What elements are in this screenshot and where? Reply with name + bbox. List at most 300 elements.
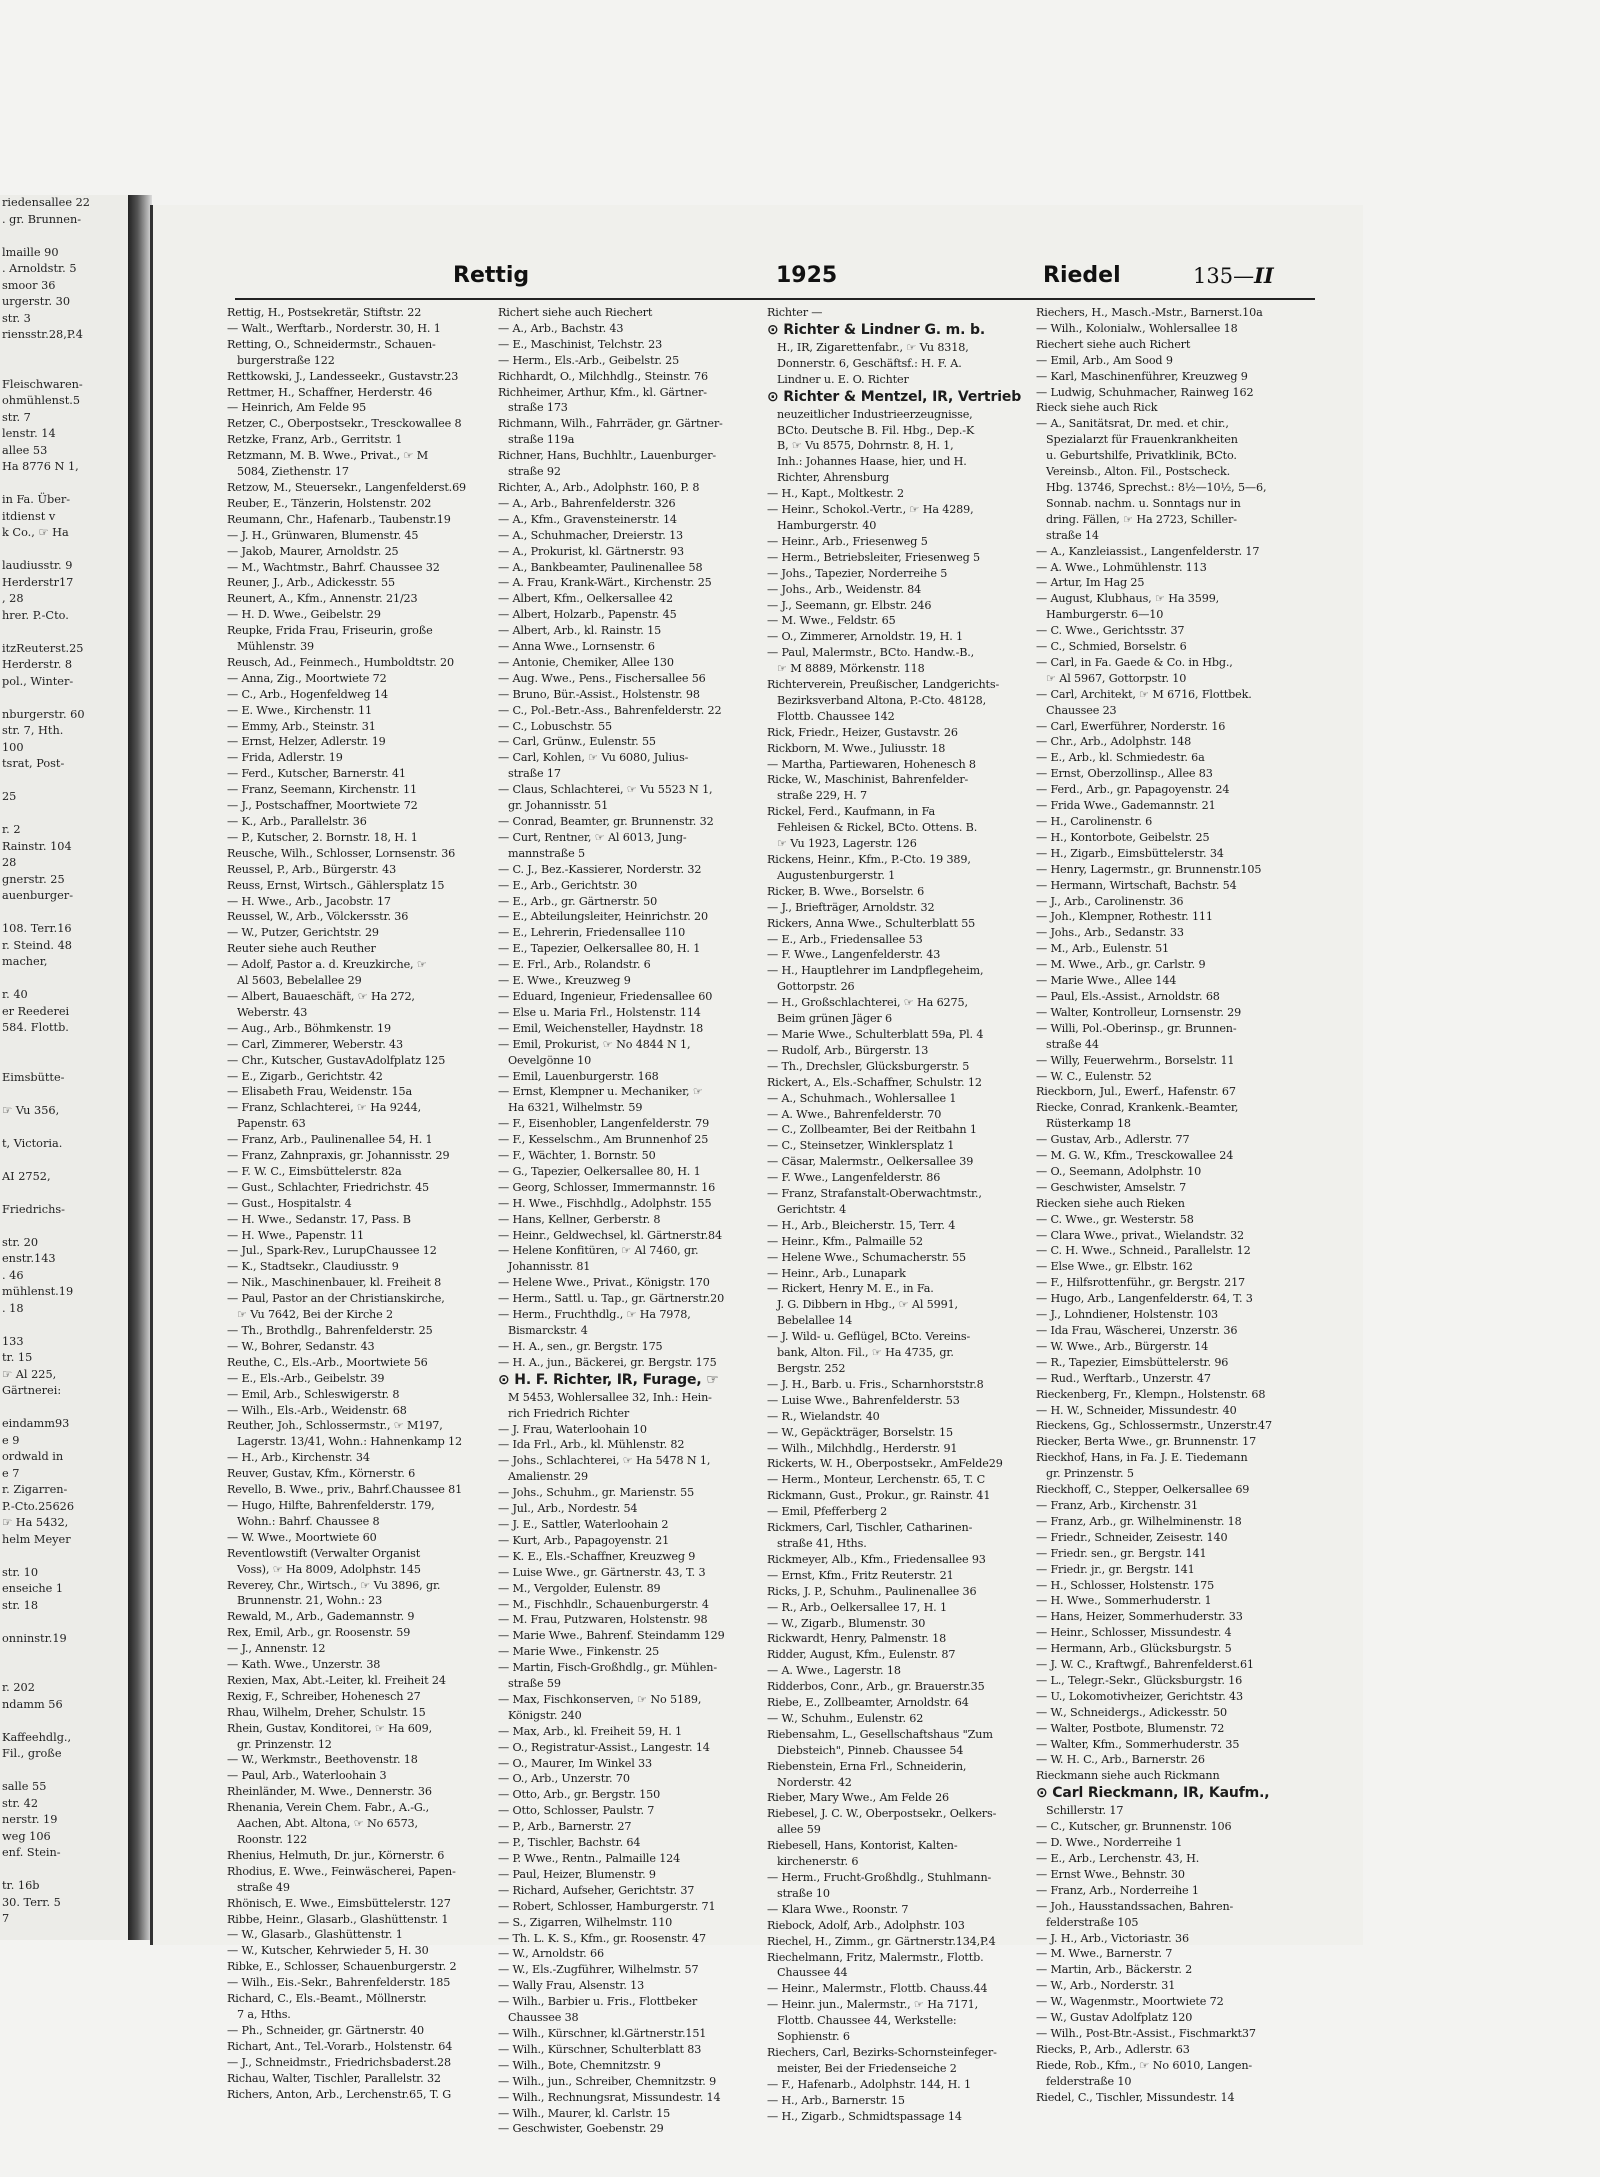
directory-entry-line: — Adolf, Pastor a. d. Kreuzkirche, ☞	[227, 958, 427, 972]
directory-entry-line: Richhardt, O., Milchhdlg., Steinstr. 76	[498, 369, 708, 383]
directory-entry-line: Rickborn, M. Wwe., Juliusstr. 18	[767, 741, 946, 755]
facing-page-line: nburgerstr. 60	[2, 707, 85, 721]
directory-entry-line: — A. Wwe., Lohmühlenstr. 113	[1036, 560, 1207, 574]
directory-entry-line: — Luise Wwe., gr. Gärtnerstr. 43, T. 3	[498, 1565, 706, 1579]
page-number	[1193, 263, 1274, 288]
directory-entry-line: — Herm., Frucht-Großhdlg., Stuhlmann-	[767, 1871, 992, 1884]
facing-page-line: 30. Terr. 5	[2, 1895, 61, 1909]
book-gutter	[128, 195, 152, 1940]
directory-entry-line: straße 229, H. 7	[777, 789, 867, 803]
facing-page-line: P.-Cto.25626	[2, 1499, 75, 1513]
directory-entry-line: — J. E., Sattler, Waterloohain 2	[498, 1517, 669, 1531]
facing-page-line: enseiche 1	[2, 1582, 64, 1595]
directory-entry-line: — Helene Wwe., Schumacherstr. 55	[767, 1250, 967, 1264]
directory-entry-line: — Claus, Schlachterei, ☞ Vu 5523 N 1,	[498, 783, 713, 797]
directory-entry-line: — Karl, Maschinenführer, Kreuzweg 9	[1036, 369, 1248, 383]
directory-entry-line: — Ida Frl., Arb., kl. Mühlenstr. 82	[498, 1438, 685, 1452]
facing-page-line: 25	[2, 790, 17, 803]
directory-entry-line: — Carl, Ewerführer, Norderstr. 16	[1036, 719, 1226, 733]
directory-entry-line: — Friedr. jr., gr. Bergstr. 141	[1036, 1562, 1195, 1576]
directory-entry-line: Augustenburgerstr. 1	[777, 868, 896, 882]
facing-page-line: Ha 8776 N 1,	[2, 460, 79, 473]
facing-page-line: eindamm93	[2, 1417, 70, 1430]
facing-page-line: . Arnoldstr. 5	[2, 262, 77, 275]
directory-entry-line: — L., Telegr.-Sekr., Glücksburgstr. 16	[1036, 1673, 1243, 1687]
facing-page-line	[0, 1713, 142, 1730]
directory-entry-line: — Anna, Zig., Moortwiete 72	[227, 671, 387, 685]
facing-page-line: r. 40	[2, 988, 28, 1001]
directory-entry-line: — K., Arb., Parallelstr. 36	[227, 815, 367, 828]
directory-entry-line: — C., Pol.-Betr.-Ass., Bahrenfelderstr. 22	[498, 703, 722, 717]
directory-entry-line: — W., Gustav Adolfplatz 120	[1036, 2011, 1193, 2025]
directory-entry-line: rich Friedrich Richter	[508, 1406, 630, 1420]
directory-entry-line: — K., Stadtsekr., Claudiusstr. 9	[227, 1260, 399, 1274]
directory-entry-line: — Heinr., Arb., Friesenweg 5	[767, 534, 928, 548]
facing-page-line: lmaille 90	[2, 245, 59, 259]
directory-entry-line: ☞ Al 5967, Gottorpstr. 10	[1046, 671, 1187, 685]
directory-entry-line: dring. Fällen, ☞ Ha 2723, Schiller-	[1046, 512, 1237, 526]
column-4	[1036, 305, 1299, 2104]
directory-entry-line: — Franz, Arb., Paulinenallee 54, H. 1	[227, 1133, 433, 1147]
directory-entry-line: Riebesel, J. C. W., Oberpostsekr., Oelkers-	[767, 1807, 997, 1821]
directory-entry-line: — W., Arb., Norderstr. 31	[1036, 1979, 1176, 1993]
directory-entry-line: — R., Tapezier, Eimsbüttelerstr. 96	[1036, 1355, 1229, 1369]
directory-entry-line: Riechers, Carl, Bezirks-Schornsteinfeger-	[767, 2045, 997, 2059]
directory-entry-line: Bismarckstr. 4	[508, 1324, 588, 1337]
directory-entry-line: — Georg, Schlosser, Immermannstr. 16	[498, 1180, 716, 1194]
directory-entry-line: — Otto, Arb., gr. Bergstr. 150	[498, 1788, 661, 1802]
directory-entry-line: Sophienstr. 6	[777, 2030, 850, 2044]
directory-entry-line: — Hermann, Arb., Glücksburgstr. 5	[1036, 1642, 1232, 1656]
directory-entry-line: — Heinr., Schokol.-Vertr., ☞ Ha 4289,	[767, 503, 974, 517]
directory-entry-line: — Emil, Lauenburgerstr. 168	[498, 1069, 659, 1083]
directory-entry-line: — Carl, Zimmerer, Weberstr. 43	[227, 1037, 403, 1051]
facing-page-line: r. 202	[2, 1681, 35, 1694]
directory-entry-line: — Wilh., Eis.-Sekr., Bahrenfelderstr. 185	[227, 1976, 451, 1990]
directory-entry-line: — A., Arb., Bahrenfelderstr. 326	[498, 496, 676, 510]
directory-entry-line: — J. W. C., Kraftwgf., Bahrenfelderst.61	[1036, 1658, 1254, 1672]
directory-entry-line: — Heinr., Malermstr., Flottb. Chauss.44	[767, 1982, 988, 1996]
directory-entry-line: — Paul, Pastor an der Christianskirche,	[227, 1292, 445, 1306]
directory-entry-line: Riechert siehe auch Richert	[1036, 337, 1191, 351]
directory-entry-line: — Geschwister, Goebenstr. 29	[498, 2122, 664, 2136]
directory-entry-line: — Chr., Kutscher, GustavAdolfplatz 125	[227, 1053, 446, 1067]
directory-entry-line: Retting, O., Schneidermstr., Schauen-	[227, 337, 436, 351]
directory-entry-line: — Carl, in Fa. Gaede & Co. in Hbg.,	[1036, 655, 1233, 669]
directory-entry-line: gr. Prinzenstr. 5	[1046, 1467, 1134, 1481]
directory-entry-line: — F., Hafenarb., Adolphstr. 144, H. 1	[767, 2077, 971, 2091]
directory-entry-line: — Willy, Feuerwehrm., Borselstr. 11	[1036, 1053, 1235, 1067]
directory-entry-line: — J., Seemann, gr. Elbstr. 246	[767, 598, 932, 612]
directory-entry-line: Rhau, Wilhelm, Dreher, Schulstr. 15	[227, 1705, 426, 1719]
directory-entry-line: Donnerstr. 6, Geschäftsf.: H. F. A.	[777, 356, 962, 370]
directory-entry-line: — Anna Wwe., Lornsenstr. 6	[498, 640, 655, 654]
facing-page-line: 584. Flottb.	[2, 1021, 69, 1034]
facing-page-line: laudiusstr. 9	[2, 559, 73, 572]
directory-entry-line: Hbg. 13746, Sprechst.: 8½—10½, 5—6,	[1046, 480, 1267, 494]
directory-entry-line: — Klara Wwe., Roonstr. 7	[767, 1902, 909, 1916]
directory-entry-line: — Paul, Arb., Waterloohain 3	[227, 1769, 387, 1783]
page-number-suffix: II	[1254, 263, 1274, 288]
directory-entry-line: — R., Arb., Oelkersallee 17, H. 1	[767, 1600, 947, 1614]
directory-entry-line: — Jul., Spark-Rev., LurupChaussee 12	[227, 1244, 437, 1258]
directory-entry-line: Flottb. Chaussee 142	[777, 709, 895, 723]
facing-page-line	[0, 542, 142, 559]
facing-page-line: tr. 16b	[2, 1879, 40, 1892]
directory-entry-line: Rexig, F., Schreiber, Hohenesch 27	[227, 1689, 421, 1703]
directory-entry-line: — A. Wwe., Bahrenfelderstr. 70	[767, 1107, 942, 1121]
directory-entry-line: Reventlowstift (Verwalter Organist	[227, 1546, 421, 1560]
directory-entry-line: gr. Prinzenstr. 12	[237, 1737, 332, 1751]
directory-entry-line: mannstraße 5	[508, 846, 585, 860]
directory-entry-line: Rieck siehe auch Rick	[1036, 401, 1158, 415]
directory-entry-line: Oevelgönne 10	[508, 1053, 592, 1067]
directory-entry-line: Papenstr. 63	[237, 1117, 306, 1131]
directory-entry-line: M 5453, Wohlersallee 32, Inh.: Hein-	[508, 1390, 712, 1404]
facing-page-line: str. 7	[2, 410, 31, 424]
facing-page-line: smoor 36	[2, 278, 56, 292]
directory-entry-line: — Marie Wwe., Allee 144	[1036, 974, 1177, 988]
facing-page-fragment	[0, 195, 142, 1940]
directory-entry-line: Reusch, Ad., Feinmech., Humboldtstr. 20	[227, 655, 454, 669]
directory-entry-line: Norderstr. 42	[777, 1775, 852, 1789]
facing-page-line: itzReuterst.25	[2, 641, 84, 655]
directory-entry-line: — Martin, Arb., Bäckerstr. 2	[1036, 1963, 1193, 1977]
directory-entry-line: — Marie Wwe., Bahrenf. Steindamm 129	[498, 1629, 725, 1643]
directory-entry-line: Richterverein, Preußischer, Landgerichts-	[767, 678, 1000, 692]
directory-entry-line: — Herm., Monteur, Lerchenstr. 65, T. C	[767, 1473, 985, 1487]
directory-entry-line: — Friedr., Schneider, Zeisestr. 140	[1036, 1530, 1228, 1544]
facing-page-line: er Reederei	[2, 1004, 70, 1018]
directory-entry-line: Ha 6321, Wilhelmstr. 59	[508, 1101, 643, 1115]
facing-page-line: str. 42	[2, 1796, 39, 1810]
directory-entry-line: — M. Frau, Putzwaren, Holstenstr. 98	[498, 1613, 708, 1627]
directory-entry-line: straße 10	[777, 1886, 830, 1900]
directory-entry-line: Ricke, W., Maschinist, Bahrenfelder-	[767, 773, 969, 787]
directory-entry-line: — Friedr. sen., gr. Bergstr. 141	[1036, 1546, 1207, 1560]
directory-entry-line: — Walt., Werftarb., Norderstr. 30, H. 1	[227, 321, 441, 335]
directory-entry-line: — W., Kutscher, Kehrwieder 5, H. 30	[227, 1944, 429, 1958]
facing-page-line: r. Zigarren-	[2, 1483, 68, 1496]
directory-entry-line: — Aug. Wwe., Pens., Fischersallee 56	[498, 671, 706, 685]
directory-entry-line: — H., Zigarb., Schmidtspassage 14	[767, 2109, 962, 2123]
directory-entry-line: — Jakob, Maurer, Arnoldstr. 25	[227, 544, 399, 558]
directory-entry-line: Riebenstein, Erna Frl., Schneiderin,	[767, 1759, 967, 1773]
directory-entry-line: — W., Schuhm., Eulenstr. 62	[767, 1711, 924, 1725]
directory-entry-line: — Heinr., Arb., Lunapark	[767, 1266, 906, 1280]
directory-entry-line: — M. G. W., Kfm., Tresckowallee 24	[1036, 1149, 1234, 1163]
directory-entry-line: — E., Zigarb., Gerichtstr. 42	[227, 1069, 383, 1083]
directory-entry-line: — Marie Wwe., Schulterblatt 59a, Pl. 4	[767, 1027, 984, 1041]
directory-entry-line: — Wilh., Barbier u. Fris., Flottbeker	[498, 1995, 698, 2009]
directory-entry-line: — A., Schuhmach., Wohlersallee 1	[767, 1091, 957, 1105]
directory-entry-line: Brunnenstr. 21, Wohn.: 23	[237, 1594, 383, 1608]
directory-entry-line: Weberstr. 43	[237, 1005, 308, 1019]
directory-entry-line: — Th. L. K. S., Kfm., gr. Roosenstr. 47	[498, 1931, 706, 1945]
directory-entry-line: — Rud., Werftarb., Unzerstr. 47	[1036, 1371, 1211, 1385]
directory-entry-line: felderstraße 10	[1046, 2074, 1132, 2088]
directory-entry-line: Ricks, J. P., Schuhm., Paulinenallee 36	[767, 1584, 977, 1598]
facing-page-line	[0, 905, 142, 922]
directory-entry-line: Spezialarzt für Frauenkrankheiten	[1046, 433, 1238, 447]
facing-page-line: , 28	[2, 592, 24, 605]
directory-entry-line: — H., Kontorbote, Geibelstr. 25	[1036, 830, 1210, 844]
directory-entry-line: Riecke, Conrad, Krankenk.-Beamter,	[1036, 1101, 1239, 1115]
directory-entry-line: — A., Bankbeamter, Paulinenallee 58	[498, 560, 703, 574]
directory-entry-line: — Hermann, Wirtschaft, Bachstr. 54	[1036, 878, 1237, 892]
directory-entry-line: Reuner, J., Arb., Adickesstr. 55	[227, 576, 395, 590]
directory-entry-line: ☞ Vu 7642, Bei der Kirche 2	[237, 1308, 393, 1322]
facing-page-line: 100	[2, 740, 24, 754]
facing-page-line: Eimsbütte-	[2, 1070, 65, 1084]
facing-page-line: Rainstr. 104	[2, 839, 72, 853]
directory-entry-line: — E., Arb., Gerichtstr. 30	[498, 878, 638, 892]
directory-entry-line: Reuber, E., Tänzerin, Holstenstr. 202	[227, 496, 432, 510]
facing-page-line	[0, 1218, 142, 1235]
directory-entry-line: — O., Zimmerer, Arnoldstr. 19, H. 1	[767, 630, 963, 644]
directory-entry-line: Richau, Walter, Tischler, Parallelstr. 32	[227, 2071, 441, 2085]
directory-entry-line: — Else u. Maria Frl., Holstenstr. 114	[498, 1005, 701, 1019]
directory-entry-line: Chaussee 38	[508, 2011, 579, 2025]
directory-entry-line: — Paul, Malermstr., BCto. Handw.-B.,	[767, 646, 975, 660]
facing-page-line	[0, 1037, 142, 1054]
directory-entry-line: — F., Wächter, 1. Bornstr. 50	[498, 1149, 656, 1163]
facing-page-line	[0, 1053, 142, 1070]
directory-entry-line: H., IR, Zigarettenfabr., ☞ Vu 8318,	[777, 340, 969, 354]
directory-entry-line: — Gustav, Arb., Adlerstr. 77	[1036, 1133, 1190, 1147]
directory-entry-line: straße 14	[1046, 528, 1099, 542]
directory-entry-line: Retzow, M., Steuersekr., Langenfelderst.69	[227, 480, 467, 494]
directory-entry-line: Rieckmann siehe auch Rickmann	[1036, 1769, 1220, 1783]
directory-entry-line: Inh.: Johannes Haase, hier, und H.	[777, 455, 967, 469]
directory-entry-line: — F. Wwe., Langenfelderstr. 43	[767, 948, 941, 962]
column-2	[498, 305, 761, 2136]
directory-entry-line: — C. Wwe., Gerichtsstr. 37	[1036, 624, 1185, 638]
directory-entry-line: BCto. Deutsche B. Fil. Hbg., Dep.-K	[777, 423, 975, 437]
directory-entry-line: — Max, Fischkonserven, ☞ No 5189,	[498, 1692, 702, 1706]
directory-entry-line: Voss), ☞ Ha 8009, Adolphstr. 145	[237, 1562, 421, 1576]
facing-page-line: gnerstr. 25	[2, 872, 65, 886]
directory-entry-line: — H. A., jun., Bäckerei, gr. Bergstr. 175	[498, 1355, 717, 1369]
header-year: 1925	[776, 263, 838, 288]
directory-entry-line: — A., Schuhmacher, Dreierstr. 13	[498, 528, 684, 542]
facing-page-line: e 9	[2, 1433, 20, 1447]
directory-entry-line: — Heinr., Geldwechsel, kl. Gärtnerstr.84	[498, 1228, 722, 1242]
facing-page-line	[0, 360, 142, 377]
directory-entry-line: Bezirksverband Altona, P.-Cto. 48128,	[777, 693, 986, 707]
directory-entry-line: straße 119a	[508, 433, 575, 447]
directory-entry-line: — Franz, Strafanstalt-Oberwachtmstr.,	[767, 1187, 982, 1201]
directory-entry-line: Rettkowski, J., Landesseekr., Gustavstr.23	[227, 369, 459, 383]
directory-entry-line: — Wilh., Kürschner, Schulterblatt 83	[498, 2042, 702, 2056]
directory-entry-line: — D. Wwe., Norderreihe 1	[1036, 1836, 1183, 1850]
directory-entry-line: — J. H., Arb., Victoriastr. 36	[1036, 1931, 1189, 1945]
facing-page-line: Herderstr17	[2, 575, 74, 589]
directory-entry-line: Rickerts, W. H., Oberpostsekr., AmFelde29	[767, 1457, 1003, 1471]
running-header	[183, 253, 1343, 293]
directory-entry-line: — Conrad, Beamter, gr. Brunnenstr. 32	[498, 815, 714, 828]
directory-entry-line: — J., Lohndiener, Holstenstr. 103	[1036, 1308, 1219, 1322]
directory-entry-line: — E., Arb., gr. Gärtnerstr. 50	[498, 894, 658, 908]
directory-entry-line: — P., Kutscher, 2. Bornstr. 18, H. 1	[227, 830, 418, 844]
directory-entry-line: — Wilh., Rechnungsrat, Missundestr. 14	[498, 2090, 721, 2104]
directory-entry-line: — W. Wwe., Moortwiete 60	[227, 1530, 377, 1544]
directory-entry-line: Riecken siehe auch Rieken	[1036, 1196, 1185, 1210]
directory-entry-line: Reverey, Chr., Wirtsch., ☞ Vu 3896, gr.	[227, 1578, 441, 1592]
directory-entry-line: — Cäsar, Malermstr., Oelkersallee 39	[767, 1155, 974, 1169]
directory-entry-line: — J., Postschaffner, Moortwiete 72	[227, 799, 418, 813]
directory-entry-line: — Bruno, Bür.-Assist., Holstenstr. 98	[498, 687, 700, 701]
directory-entry-line: — C. Wwe., gr. Westerstr. 58	[1036, 1212, 1194, 1226]
facing-page-line: str. 7, Hth.	[2, 724, 64, 737]
directory-entry-line: 7 a, Hths.	[237, 2007, 291, 2021]
directory-entry-line: — W., Arnoldstr. 66	[498, 1947, 604, 1961]
directory-entry-line: — Helene Wwe., Privat., Königstr. 170	[498, 1276, 710, 1290]
directory-entry-line: — Albert, Arb., kl. Rainstr. 15	[498, 624, 662, 638]
facing-page-line: 133	[2, 1334, 24, 1348]
directory-entry-line: Rhodius, E. Wwe., Feinwäscherei, Papen-	[227, 1864, 456, 1878]
facing-page-line: riedensallee 22	[2, 196, 90, 209]
directory-entry-line: Rickmeyer, Alb., Kfm., Friedensallee 93	[767, 1552, 986, 1566]
directory-entry-line: Vereinsb., Alton. Fil., Postscheck.	[1046, 465, 1231, 479]
directory-entry-line: — P., Arb., Barnerstr. 27	[498, 1820, 632, 1834]
directory-entry-line: Rieckhoff, C., Stepper, Oelkersallee 69	[1036, 1483, 1250, 1497]
directory-entry-line: — J., Schneidmstr., Friedrichsbaderst.28	[227, 2055, 451, 2069]
directory-entry-line: — O., Seemann, Adolphstr. 10	[1036, 1164, 1202, 1178]
directory-entry-line: Rhenania, Verein Chem. Fabr., A.-G.,	[227, 1801, 430, 1815]
directory-entry-line: — C. J., Bez.-Kassierer, Norderstr. 32	[498, 862, 702, 876]
directory-entry-line: Richner, Hans, Buchhltr., Lauenburger-	[498, 449, 717, 463]
directory-entry-line: — Wilh., jun., Schreiber, Chemnitzstr. 9	[498, 2074, 717, 2088]
directory-entry-line: Reussel, P., Arb., Bürgerstr. 43	[227, 862, 397, 876]
facing-page-line: Herderstr. 8	[2, 658, 73, 671]
directory-entry-line: — A., Kanzleiassist., Langenfelderstr. 17	[1036, 544, 1260, 558]
directory-entry-line: — E., Abteilungsleiter, Heinrichstr. 20	[498, 910, 708, 924]
directory-entry-line: Riede, Rob., Kfm., ☞ No 6010, Langen-	[1036, 2058, 1253, 2072]
directory-entry-line: — Albert, Holzarb., Papenstr. 45	[498, 608, 677, 622]
directory-entry-line: — M., Fischhdlr., Schauenburgerstr. 4	[498, 1597, 709, 1611]
directory-entry-line: Diebsteich", Pinneb. Chaussee 54	[777, 1743, 964, 1757]
directory-entry-line: — H., Carolinenstr. 6	[1036, 815, 1153, 828]
directory-entry-line: — C., Kutscher, gr. Brunnenstr. 106	[1036, 1820, 1232, 1834]
directory-entry-line: Königstr. 240	[508, 1708, 582, 1722]
directory-entry-line: — Ferd., Kutscher, Barnerstr. 41	[227, 767, 406, 781]
directory-entry-line: ☞ M 8889, Mörkenstr. 118	[777, 662, 925, 676]
directory-entry-line: Reusche, Wilh., Schlosser, Lornsenstr. 36	[227, 846, 456, 860]
directory-entry-line: — H. Wwe., Sedanstr. 17, Pass. B	[227, 1212, 411, 1226]
directory-entry-line: Rexien, Max, Abt.-Leiter, kl. Freiheit 24	[227, 1673, 446, 1687]
directory-entry-line: burgerstraße 122	[237, 353, 335, 367]
directory-entry-line: — W. Wwe., Arb., Bürgerstr. 14	[1036, 1339, 1209, 1353]
directory-entry-line: — Curt, Rentner, ☞ Al 6013, Jung-	[498, 830, 687, 844]
directory-entry-line: straße 41, Hths.	[777, 1536, 867, 1550]
directory-entry-line: — Hans, Heizer, Sommerhuderstr. 33	[1036, 1610, 1243, 1624]
directory-entry-line: — Henry, Lagermstr., gr. Brunnenstr.105	[1036, 862, 1262, 876]
directory-entry-line: Richert siehe auch Riechert	[498, 306, 653, 319]
directory-entry-line: — W., Gepäckträger, Borselstr. 15	[767, 1425, 953, 1439]
directory-entry-line: — W., Glasarb., Glashüttenstr. 1	[227, 1928, 403, 1942]
directory-entry-line: — J., Annenstr. 12	[227, 1642, 326, 1656]
directory-entry-line: Reumann, Chr., Hafenarb., Taubenstr.19	[227, 512, 451, 526]
directory-entry-line: Rickert, A., Els.-Schaffner, Schulstr. 12	[767, 1075, 982, 1089]
directory-entry-line: — H. Wwe., Fischhdlg., Adolphstr. 155	[498, 1196, 712, 1210]
directory-entry-line: — Otto, Schlosser, Paulstr. 7	[498, 1804, 655, 1818]
directory-entry-line: — Rickert, Henry M. E., in Fa.	[767, 1282, 934, 1296]
facing-page-line	[0, 690, 142, 707]
directory-entry-line: ⊙ Richter & Mentzel, IR, Vertrieb	[767, 388, 1022, 405]
directory-entry-line: — Willi, Pol.-Oberinsp., gr. Brunnen-	[1036, 1021, 1237, 1035]
facing-page-line: salle 55	[2, 1780, 47, 1793]
directory-entry-line: Fehleisen & Rickel, BCto. Ottens. B.	[777, 821, 978, 835]
directory-entry-line: Chaussee 44	[777, 1966, 848, 1980]
directory-entry-line: — E., Maschinist, Telchstr. 23	[498, 337, 663, 351]
directory-entry-line: — Johs., Arb., Weidenstr. 84	[767, 582, 922, 596]
directory-entry-line: — Ernst, Helzer, Adlerstr. 19	[227, 735, 386, 749]
directory-entry-line: Riebensahm, L., Gesellschaftshaus "Zum	[767, 1727, 993, 1741]
directory-entry-line: — J. H., Barb. u. Fris., Scharnhorststr.8	[767, 1377, 984, 1391]
facing-page-line: helm Meyer	[2, 1532, 71, 1546]
directory-entry-line: — F., Eisenhobler, Langenfelderstr. 79	[498, 1117, 710, 1131]
directory-entry-line: Riechelmann, Fritz, Malermstr., Flottb.	[767, 1950, 984, 1964]
directory-entry-line: Reuthe, C., Els.-Arb., Moortwiete 56	[227, 1355, 428, 1369]
directory-entry-line: Amalienstr. 29	[508, 1470, 588, 1484]
directory-entry-line: J. G. Dibbern in Hbg., ☞ Al 5991,	[777, 1298, 958, 1312]
facing-page-line: r. Steind. 48	[2, 938, 72, 952]
directory-entry-line: — Paul, Heizer, Blumenstr. 9	[498, 1867, 656, 1881]
directory-entry-line: — H. Wwe., Arb., Jacobstr. 17	[227, 894, 391, 908]
directory-entry-line: — Richard, Aufseher, Gerichtstr. 37	[498, 1883, 695, 1897]
directory-entry-line: kirchenerstr. 6	[777, 1855, 859, 1869]
directory-entry-line: Rickel, Ferd., Kaufmann, in Fa	[767, 805, 935, 819]
directory-entry-line: Reuss, Ernst, Wirtsch., Gählersplatz 15	[227, 878, 445, 892]
directory-entry-line: — W. C., Eulenstr. 52	[1036, 1069, 1152, 1083]
directory-entry-line: — E., Arb., Lerchenstr. 43, H.	[1036, 1852, 1200, 1865]
directory-entry-line: — Joh., Klempner, Rothestr. 111	[1036, 910, 1213, 924]
directory-entry-line: Ridderbos, Conr., Arb., gr. Brauerstr.35	[767, 1680, 985, 1694]
directory-entry-line: Riechers, H., Masch.-Mstr., Barnerst.10a	[1036, 306, 1263, 319]
directory-entry-line: — Albert, Bauaeschäft, ☞ Ha 272,	[227, 989, 415, 1003]
directory-entry-line: Aachen, Abt. Altona, ☞ No 6573,	[237, 1817, 418, 1831]
directory-entry-line: — Franz, Zahnpraxis, gr. Johannisstr. 29	[227, 1149, 450, 1163]
directory-entry-line: Gerichtstr. 4	[777, 1202, 847, 1216]
facing-page-line: Fleischwaren-	[2, 377, 83, 391]
directory-entry-line: gr. Johannisstr. 51	[508, 799, 609, 813]
directory-entry-line: — Paul, Els.-Assist., Arnoldstr. 68	[1036, 989, 1220, 1003]
directory-entry-line: — Else Wwe., gr. Elbstr. 162	[1036, 1260, 1193, 1274]
directory-entry-line: — M., Arb., Eulenstr. 51	[1036, 942, 1170, 956]
directory-entry-line: — Walter, Postbote, Blumenstr. 72	[1036, 1721, 1225, 1735]
directory-entry-line: — Heinr. jun., Malermstr., ☞ Ha 7171,	[767, 1998, 979, 2012]
directory-entry-line: — M., Vergolder, Eulenstr. 89	[498, 1581, 661, 1595]
directory-entry-line: Riechel, H., Zimm., gr. Gärtnerstr.134,P.4	[767, 1934, 996, 1948]
directory-entry-line: — Frida, Adlerstr. 19	[227, 751, 343, 765]
directory-entry-line: Rewald, M., Arb., Gademannstr. 9	[227, 1610, 415, 1624]
directory-entry-line: Ribbe, Heinr., Glasarb., Glashüttenstr. 1	[227, 1912, 449, 1926]
directory-entry-line: Reunert, A., Kfm., Annenstr. 21/23	[227, 592, 418, 606]
directory-entry-line: — Franz, Arb., gr. Wilhelminenstr. 18	[1036, 1514, 1242, 1528]
directory-entry-line: — Wilh., Milchhdlg., Herderstr. 91	[767, 1441, 958, 1455]
directory-entry-line: — Chr., Arb., Adolphstr. 148	[1036, 735, 1192, 749]
facing-page-line: onninstr.19	[2, 1631, 67, 1645]
directory-entry-line: — J. Wild- u. Geflügel, BCto. Vereins-	[767, 1330, 971, 1344]
directory-entry-line: — J. Frau, Waterloohain 10	[498, 1422, 647, 1436]
facing-page-line	[0, 228, 142, 245]
facing-page-line	[0, 1862, 142, 1879]
directory-entry-line: Richheimer, Arthur, Kfm., kl. Gärtner-	[498, 385, 707, 399]
facing-page-line: lenstr. 14	[2, 427, 56, 440]
facing-page-line: . 46	[2, 1268, 24, 1282]
facing-page-line: macher,	[2, 955, 48, 968]
